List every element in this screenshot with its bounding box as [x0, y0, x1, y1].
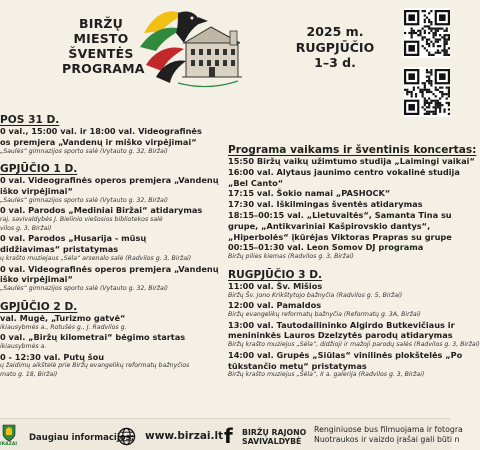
event-location: „Saulės“ gimnazijos sporto salė (Vytauto g. 32, Biržai) [0, 196, 168, 204]
event-location: Biržų evangelikų reformatų bažnyčia (Reformatų g. 3A, Biržai) [228, 310, 421, 318]
event-location: „Saulės“ gimnazijos sporto salė (Vytauto g. 32, Biržai) [0, 147, 168, 155]
filming-notice [314, 425, 463, 445]
castle-icon [182, 27, 242, 77]
title-line: BIRŽŲ [78, 16, 124, 31]
facebook-page-name[interactable] [242, 428, 306, 446]
event-line: 13:00 val. Tautodailininko Algirdo Butkevičiaus ir [228, 319, 455, 330]
program-title [62, 16, 145, 76]
qr-code-icon[interactable] [404, 67, 450, 117]
event-line: grupe, „Antikvariniai Kašpirovskio dantys“, [228, 220, 431, 231]
day-heading: GPJŪČIO 1 D. [0, 163, 78, 176]
event-location: „Saulės“ gimnazijos sporto salė (Vytauto g. 32, Biržai) [0, 285, 168, 293]
event-line: 0 val. Videografinės operos premjera „Vandenų [0, 175, 219, 186]
section-gap [0, 294, 224, 301]
event-line: 17:15 val. Šokio namai „PASHOCK“ [228, 188, 391, 199]
facebook-icon[interactable]: f [224, 424, 233, 448]
day-heading: GPJŪČIO 2 D. [0, 300, 78, 313]
event-location: ų krašto muziejaus „Sėla“ arsenalo salė (Radvilos g. 3, Biržai) [0, 254, 192, 262]
schedule-left-column [0, 114, 224, 380]
facebook-page-line: SAVIVALDYBĖ [242, 437, 302, 446]
coat-of-arms-icon [2, 424, 16, 442]
festival-emblem [138, 3, 244, 93]
event-line: val. Mugė, „Turizmo gatvė“ [0, 312, 126, 323]
title-line: MIESTO [73, 31, 129, 46]
event-line: menininkės Lauros Dzelzytės parodų atidarymas [228, 330, 453, 341]
event-line: tūkstančio metų“ pristatymas [228, 360, 367, 371]
qr-code-icon[interactable] [404, 8, 450, 58]
day-heading: RUGPJŪČIO 3 D. [228, 268, 323, 281]
event-line: 0 val. Parodos „Mediniai Biržai“ atidarymas [0, 205, 203, 216]
event-line: didžiavimas“ pristatymas [0, 244, 119, 255]
info-label: Daugiau informacijos: [29, 433, 135, 443]
section-gap [228, 262, 450, 269]
event-line: „Bel Canto“ [228, 177, 284, 188]
dates-month: RUGPJŪČIO [295, 39, 375, 55]
title-line: ŠVENTĖS [68, 46, 134, 61]
event-location: Biržų pilies kiemas (Radvilos g. 3, Biržai) [228, 253, 354, 261]
dates-year: 2025 m. [306, 24, 364, 39]
event-line: iško virpėjimai“ [0, 274, 73, 285]
event-location: Biržų krašto muziejus „Sėla“, II a. galerija (Radvilos g. 3, Biržai) [228, 371, 425, 379]
globe-icon [117, 427, 136, 446]
event-location: mato g. 18, Biržai) [0, 370, 58, 378]
event-line: iško virpėjimai“ [0, 185, 73, 196]
event-line: 0 val. Parodos „Husarija - mūsų [0, 233, 147, 244]
website-link[interactable]: www.birzai.lt [145, 430, 224, 442]
event-line: 18:15–00:15 val. „Lietuvaitės“, Samanta Tina su [228, 209, 452, 220]
event-line: 11:00 val. Šv. Mišios [228, 280, 323, 291]
event-location: ikiausybmės a., Rotušės g., J. Radvilos g. [0, 323, 127, 331]
footer [0, 418, 463, 450]
event-line: 0 val., 15:00 val. ir 18:00 val. Videografinės [0, 126, 202, 136]
facebook-page-line: BIRŽŲ RAJONO [242, 428, 307, 437]
event-dates [283, 24, 387, 71]
event-line: 0 val. Videografinės operos premjera „Vandenų [0, 263, 219, 274]
event-location: ikiausybmės a. [0, 342, 47, 350]
day-heading: POS 31 D. [0, 114, 60, 126]
event-line: 0 val. „Biržų kilometrai“ bėgimo startas [0, 332, 186, 343]
event-location: Biržų Šv. Jono Krikštytojo bažnyčia (Radvilos g. 5, Biržai) [228, 291, 403, 299]
event-line: „Hiperbolės“ įkūrėjas Viktoras Prapras su grupe [228, 231, 452, 242]
event-location: vilos g. 3, Biržai) [0, 224, 52, 232]
filming-notice-line: Renginiuose bus filmuojama ir fotogra [314, 425, 463, 434]
event-line: 15:50 Biržų vaikų užimtumo studija „Laimingi vaikai“ [228, 156, 475, 166]
logo-text: IRAŽAI [0, 442, 18, 447]
event-location: ų žaidimų aikštelė prie Biržų evangelikų reformatų bažnyčios [0, 362, 190, 370]
event-line: 0 - 12:30 val. Putų šou [0, 351, 105, 362]
event-location: raj. savivaldybės J. Bielinio viešosios bibliotekos salė [0, 216, 163, 224]
event-line: 17:30 val. Iškilmingas šventės atidarymas [228, 199, 423, 210]
title-line: PROGRAMA [62, 61, 145, 76]
event-line: 12:00 val. Pamaldos [228, 300, 322, 311]
event-line: 00:15–01:30 val. Leon Somov DJ programa [228, 242, 424, 253]
event-line: os premjera „Vandenų ir miško virpėjimai“ [0, 136, 197, 147]
event-location: Biržų krašto muziejus „Sėla“, didžioji ir mažoji parodų salės (Radvilos g. 3, Biržai) [228, 341, 480, 349]
dates-days: 1–3 d. [314, 55, 356, 70]
event-line: 16:00 val. Alytaus jaunimo centro vokalinė studija [228, 166, 460, 177]
event-line: 14:00 val. Grupės „Siūlas“ vinilinės plokštelės „Po [228, 349, 463, 360]
day-heading: Programa vaikams ir šventinis koncertas: [228, 144, 477, 156]
schedule-right-column [228, 144, 480, 380]
filming-notice-line: Nuotraukos ir vaizdo įrašai gali būti n [314, 435, 460, 444]
